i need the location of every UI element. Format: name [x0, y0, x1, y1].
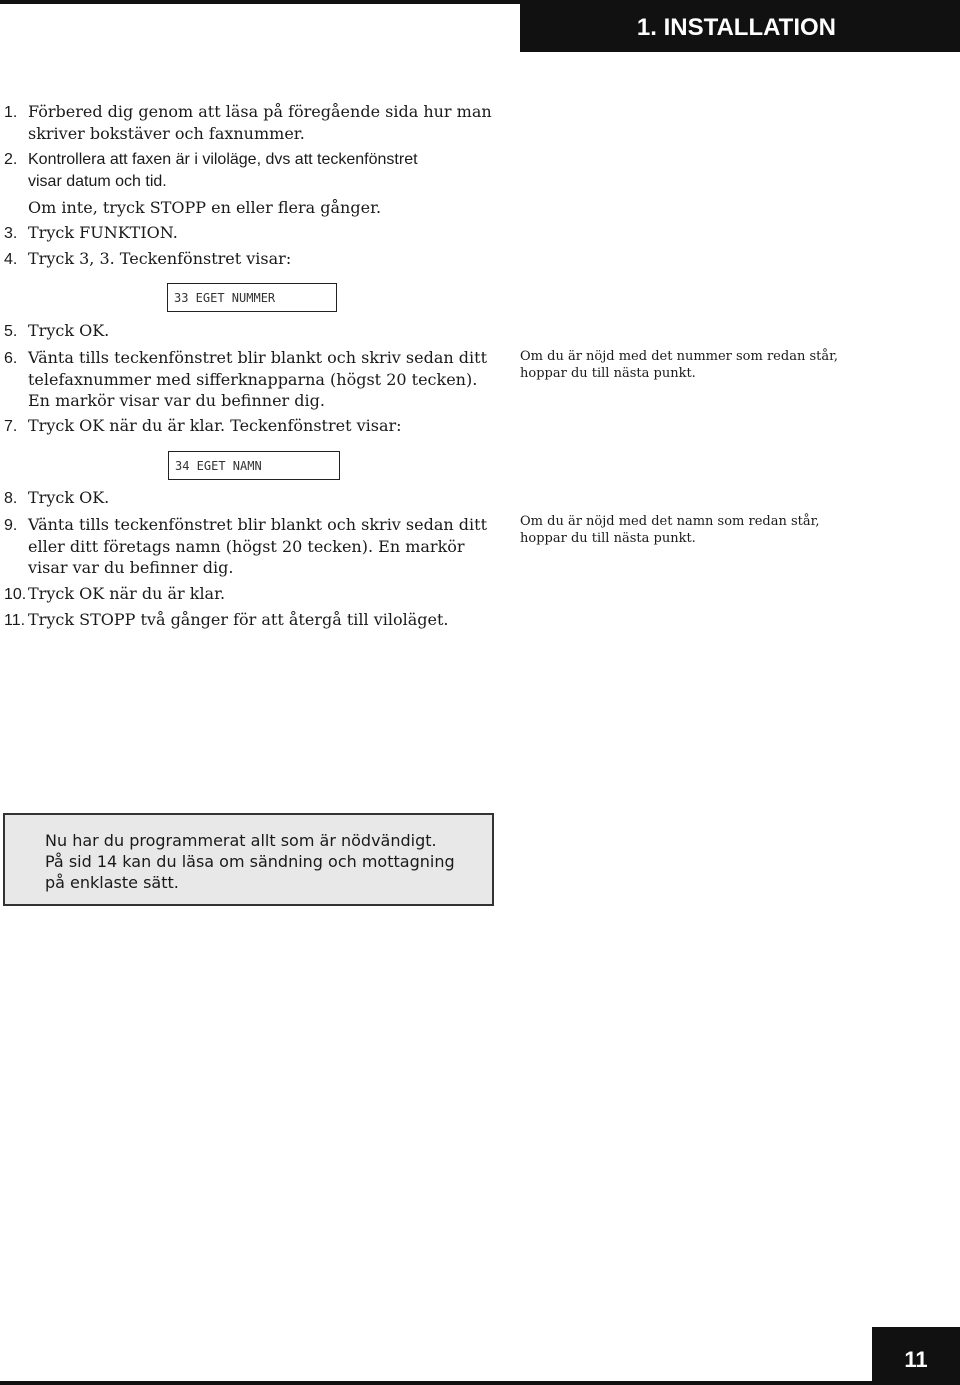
- info-box: [3, 813, 494, 906]
- step-5: [4, 320, 109, 342]
- step-text: Förbered dig genom att läsa på föregående sida hur man: [28, 102, 492, 121]
- step-2: [4, 148, 418, 218]
- step-11: [4, 609, 448, 631]
- step-text: skriver bokstäver och faxnummer.: [28, 124, 305, 143]
- step-1: [4, 101, 492, 144]
- note-text: hoppar du till nästa punkt.: [520, 531, 696, 546]
- note-text: Om du är nöjd med det namn som redan står,: [520, 514, 820, 529]
- step-text: Om inte, tryck STOPP en eller flera gånger.: [28, 198, 382, 217]
- step-7: [4, 415, 402, 437]
- chapter-header: [520, 4, 960, 52]
- lcd-display-number: [167, 283, 337, 312]
- step-6: [4, 347, 487, 411]
- step-number: 9.: [4, 517, 18, 534]
- step-8: [4, 487, 109, 509]
- step-text: Tryck OK.: [28, 488, 110, 507]
- step-4: [4, 248, 291, 270]
- info-text: På sid 14 kan du läsa om sändning och mottagning: [45, 852, 455, 871]
- step-text: telefaxnummer med sifferknapparna (högst 20 tecken).: [28, 370, 478, 389]
- step-number: 4.: [4, 251, 18, 268]
- page-number-box: [872, 1327, 960, 1385]
- step-number: 8.: [4, 490, 18, 507]
- chapter-title: 1. INSTALLATION: [636, 14, 836, 41]
- lcd-text: 34 EGET NAMN: [175, 458, 262, 473]
- step-number: 3.: [4, 225, 18, 242]
- side-note-name: [520, 513, 820, 547]
- step-text: Tryck OK när du är klar.: [28, 584, 226, 603]
- step-number: 6.: [4, 350, 18, 367]
- page-number: 11: [904, 1347, 928, 1372]
- step-text: Tryck OK när du är klar. Teckenfönstret visar:: [28, 416, 402, 435]
- step-number: 2.: [4, 151, 18, 168]
- side-note-number: [520, 348, 838, 382]
- step-10: [4, 583, 225, 605]
- step-number: 11.: [4, 612, 26, 629]
- lcd-text: 33 EGET NUMMER: [174, 290, 276, 305]
- step-9: [4, 514, 487, 578]
- step-3: [4, 222, 178, 244]
- step-number: 7.: [4, 418, 18, 435]
- step-text: eller ditt företags namn (högst 20 tecken). En markör: [28, 537, 465, 556]
- info-text: på enklaste sätt.: [45, 873, 179, 892]
- step-text: En markör visar var du befinner dig.: [28, 391, 325, 410]
- step-text: visar var du befinner dig.: [28, 558, 234, 577]
- step-number: 5.: [4, 323, 18, 340]
- step-text: Tryck STOPP två gånger för att återgå till viloläget.: [28, 610, 449, 629]
- note-text: hoppar du till nästa punkt.: [520, 366, 696, 381]
- step-text: visar datum och tid.: [28, 173, 167, 190]
- lcd-display-name: [168, 451, 340, 480]
- step-text: Tryck OK.: [28, 321, 110, 340]
- step-text: Tryck 3, 3. Teckenfönstret visar:: [28, 249, 292, 268]
- info-text: Nu har du programmerat allt som är nödvändigt.: [45, 831, 437, 850]
- step-number: 10.: [4, 586, 27, 603]
- note-text: Om du är nöjd med det nummer som redan står,: [520, 349, 839, 364]
- step-text: Tryck FUNKTION.: [28, 223, 178, 242]
- step-text: Vänta tills teckenfönstret blir blankt och skriv sedan ditt: [28, 515, 487, 534]
- step-text: Kontrollera att faxen är i viloläge, dvs att teckenfönstret: [28, 151, 418, 168]
- bottom-rule: [0, 1381, 960, 1385]
- step-number: 1.: [4, 104, 18, 121]
- step-text: Vänta tills teckenfönstret blir blankt och skriv sedan ditt: [28, 348, 487, 367]
